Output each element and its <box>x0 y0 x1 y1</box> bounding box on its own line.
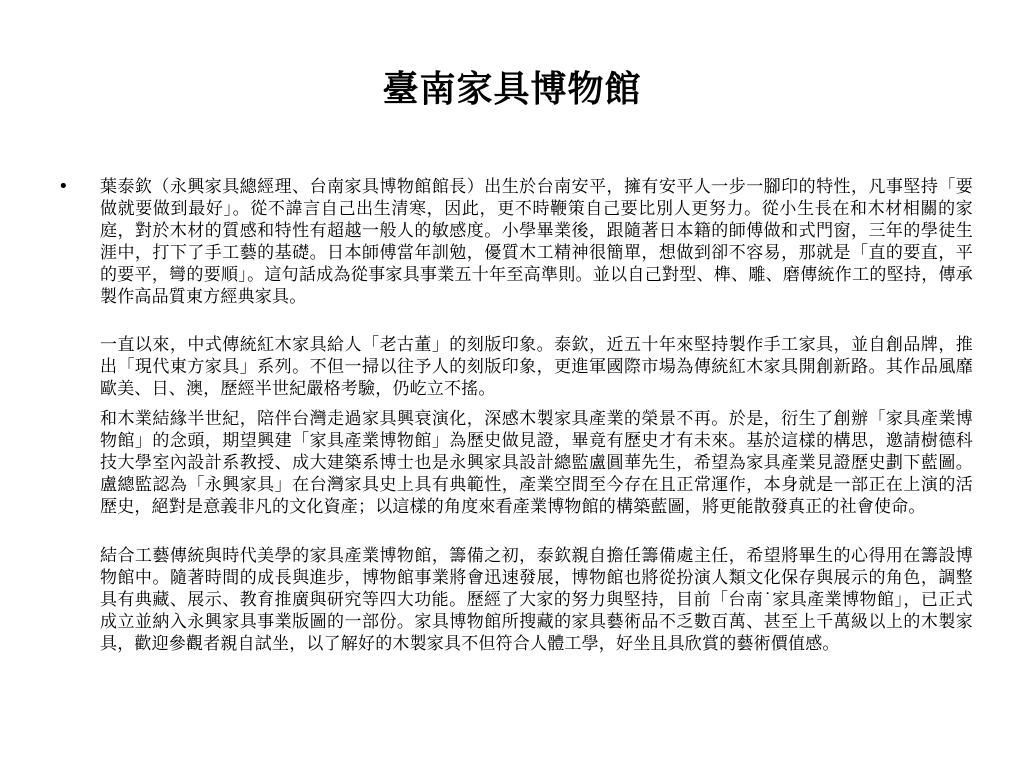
paragraph-museum-concept: 和木業結緣半世紀，陪伴台灣走過家具興衰演化，深感木製家具產業的榮景不再。於是，衍生了創辦「家具產業博物館」的念頭，期望興建「家具產業博物館」為歷史做見證，畢竟有歷史才有未來。基於這樣的構思，邀請樹德科技大學室內設計系教授、成大建築系博士也是永興家具設計總監盧圓華先生，希望為家具產業見證歷史劃下藍圖。盧總監認為「永興家具」在台灣家具史上具有典範性，產業空間至今存在且正常運作，本身就是一部正在上演的活歷史，絕對是意義非凡的文化資產；以這樣的角度來看產業博物館的構築藍圖，將更能散發真正的社會使命。 <box>100 409 973 517</box>
paragraph-brand-creation: 一直以來，中式傳統紅木家具給人「老古董」的刻版印象。泰欽，近五十年來堅持製作手工家具，並自創品牌，推出「現代東方家具」系列。不但一掃以往予人的刻版印象，更進軍國際市場為傳統紅木家具開創新路。其作品風靡歐美、日、澳，歷經半世紀嚴格考驗，仍屹立不搖。 <box>100 335 973 399</box>
slide-body <box>58 176 978 655</box>
bullet-dot: • <box>58 176 69 197</box>
paragraph-founder-background: 葉泰欽（永興家具總經理、台南家具博物館館長）出生於台南安平，擁有安平人一步一腳印的特性，凡事堅持「要做就要做到最好」。從不諱言自己出生清寒，因此，更不時鞭策自己要比別人更努力。從小生長在和木材相關的家庭，對於木材的質感和特性有超越一般人的敏感度。小學畢業後，跟隨著日本籍的師傅做和式門窗，三年的學徒生涯中，打下了手工藝的基礎。日本師傅當年訓勉，優質木工精神很簡單，想做到卻不容易，那就是「直的要直，平的要平，彎的要順」。這句話成為從事家具事業五十年至高準則。並以自己對型、榫、雕、磨傳統作工的堅持，傳承製作高品質東方經典家具。 <box>100 177 973 307</box>
slide-title: 臺南家具博物館 <box>382 69 642 110</box>
paragraph-museum-establishment: 結合工藝傳統與時代美學的家具產業博物館，籌備之初，泰欽親自擔任籌備處主任，希望將畢生的心得用在籌設博物館中。隨著時間的成長與進步，博物館事業將會迅速發展，博物館也將從扮演人類文化保存與展示的角色，調整具有典藏、展示、教育推廣與研究等四大功能。歷經了大家的努力與堅持，目前「台南˙家具產業博物館」，已正式成立並納入永興家具事業版圖的一部份。家具博物館所搜藏的家具藝術品不乏數百萬、甚至上千萬級以上的木製家具，歡迎參觀者親自試坐，以了解好的木製家具不但符合人體工學，好坐且具欣賞的藝術價值感。 <box>100 546 973 654</box>
